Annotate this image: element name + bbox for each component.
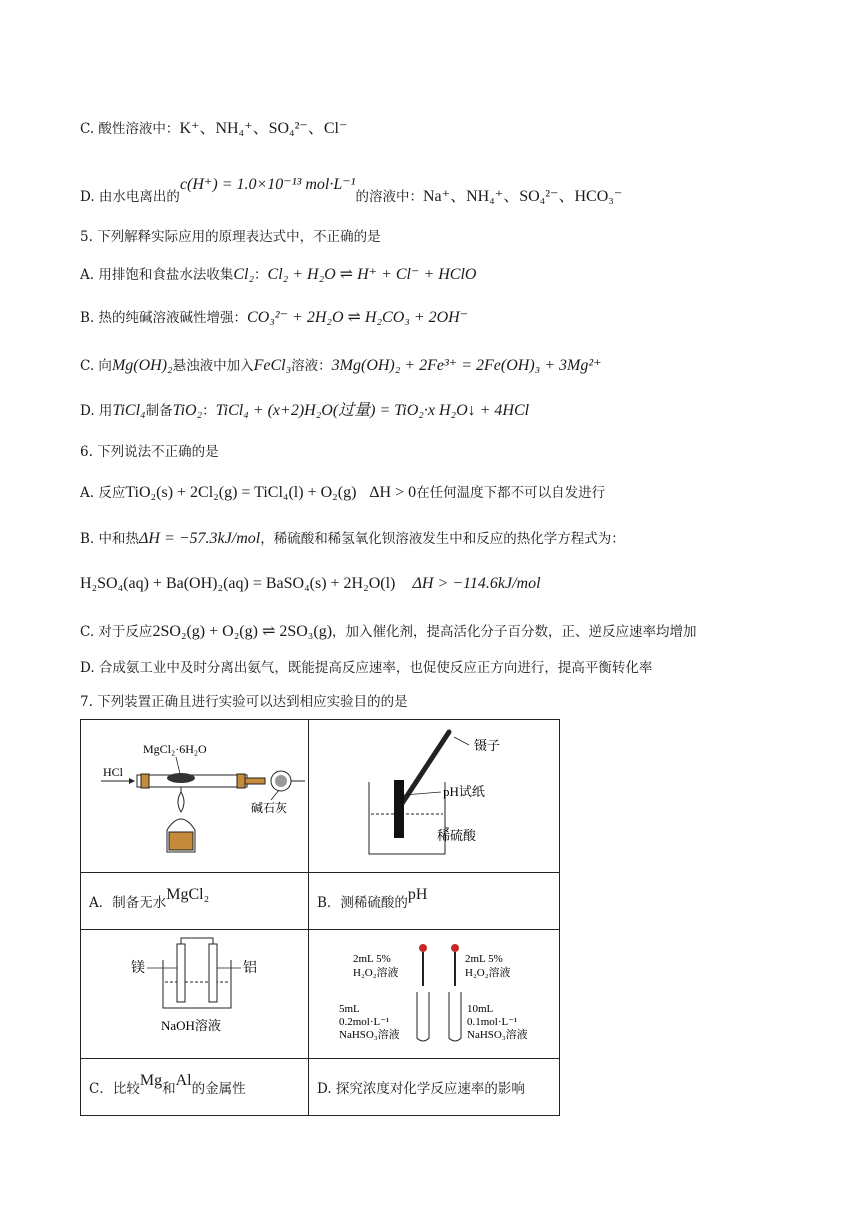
- fig-d-right-volume: 2mL 5%: [465, 953, 503, 965]
- fig-a-lime-leader: [271, 790, 279, 800]
- q5-c-mgoh2: Mg(OH)₂: [111, 357, 173, 374]
- q5-d-equation: TiCl₄ + (x+2)H₂O(过量) = TiO₂·x H₂O↓ + 4HCl: [215, 402, 530, 419]
- q6-option-b: [80, 530, 625, 548]
- fig-d-left-tube-volume: 5mL: [339, 1003, 360, 1015]
- fig-a-stopper-left: [141, 774, 149, 788]
- fig-b-tweezers: [401, 732, 449, 805]
- q6-b-dh: ΔH = −57.3kJ/mol: [139, 530, 261, 547]
- q6-b-equation-dh: ΔH > −114.6kJ/mol: [412, 575, 541, 592]
- fig-a-cell: [81, 720, 309, 873]
- fig-b-cell: [309, 720, 560, 873]
- fig-a-stopper-right: [237, 774, 245, 788]
- fig-c-electrode-apparatus: [81, 930, 308, 1054]
- fig-c-al-electrode: [209, 944, 217, 1002]
- q6-b-tail: ，稀硫酸和稀氢氧化钡溶液发生中和反应的热化学方程式为：: [260, 531, 625, 547]
- fig-c-beaker: [163, 960, 231, 1008]
- fig-c-cell: [81, 930, 309, 1059]
- q5-c-text1: C. 向: [80, 358, 112, 374]
- fig-a-caption: [81, 873, 309, 930]
- fig-d-cell: [309, 930, 560, 1059]
- fig-c-caption-text3: 的金属性: [191, 1080, 246, 1097]
- q6-a-equation: TiO₂(s) + 2Cl₂(g) = TiCl₄(l) + O₂(g): [125, 484, 357, 501]
- fig-a-lime-label: 碱石灰: [251, 801, 288, 815]
- q6-stem: 6. 下列说法不正确的是: [80, 444, 219, 460]
- fig-b-caption: [309, 873, 560, 930]
- fig-b-ph-paper: [394, 780, 404, 838]
- fig-b-tweezers-leader: [454, 737, 469, 745]
- option-c-ions: K⁺、NH₄⁺、SO₄²⁻、Cl⁻: [179, 120, 348, 137]
- fig-c-caption: [81, 1059, 309, 1116]
- q5-a-text: A. 用排饱和食盐水法收集: [80, 267, 234, 283]
- fig-c-caption-al: Al: [175, 1071, 192, 1089]
- q6-b-equation: H₂SO₄(aq) + Ba(OH)₂(aq) = BaSO₄(s) + 2H₂O(l): [80, 575, 396, 592]
- q5-c-fecl3: FeCl₃: [253, 357, 292, 374]
- fig-d-caption: [309, 1059, 560, 1116]
- q5-option-c: [80, 357, 602, 375]
- fig-c-solution-label: NaOH溶液: [161, 1018, 221, 1033]
- option-d-label: D. 由水电离出的: [80, 189, 180, 205]
- option-d-mid: 的溶液中：: [355, 189, 423, 205]
- fig-a-caption-text: A．制备无水: [89, 894, 167, 911]
- fig-d-rate-apparatus: [309, 930, 559, 1054]
- fig-a-salt-sample: [167, 773, 195, 783]
- fig-d-dropper-left-bulb: [419, 944, 427, 952]
- q5-option-a: A. 用排饱和食盐水法收集Cl₂：Cl₂ + H₂O ⇌ H⁺ + Cl⁻ + HClO: [80, 266, 477, 283]
- fig-c-caption-text2: 和: [162, 1080, 176, 1097]
- q5-stem: 5. 下列解释实际应用的原理表达式中，不正确的是: [80, 229, 381, 245]
- fig-d-right-tube-reagent: NaHSO₃溶液: [467, 1029, 528, 1041]
- fig-d-dropper-right-bulb: [451, 944, 459, 952]
- q6-option-c: [80, 623, 697, 641]
- q6-b-equation-line: [80, 575, 541, 593]
- q5-option-d: D. 用TiCl₄制备TiO₂：TiCl₄ + (x+2)H₂O(过量) = TiO₂·x H₂O↓ + 4HCl: [80, 402, 530, 419]
- option-d-ions: Na⁺、NH₄⁺、SO₄²⁻、HCO₃⁻: [422, 188, 623, 205]
- q7-apparatus-table: [80, 719, 560, 1116]
- q6-a-dh: ΔH > 0: [369, 484, 417, 501]
- fig-d-right-tube-conc: 0.1mol·L⁻¹: [467, 1016, 518, 1028]
- q5-a-cl2: Cl₂: [233, 266, 255, 283]
- fig-d-tube-left: [417, 992, 429, 1041]
- q6-option-d: D. 合成氨工业中及时分离出氨气，既能提高反应速率，也促使反应正方向进行，提高平衡转化率: [80, 660, 653, 676]
- fig-d-right-tube-volume: 10mL: [467, 1003, 494, 1015]
- option-d-line: [80, 176, 623, 206]
- q5-b-text: B. 热的纯碱溶液碱性增强：: [80, 310, 248, 326]
- q5-d-tio2: TiO₂: [172, 402, 203, 419]
- q6-c-tail: ，加入催化剂，提高活化分子百分数，正、逆反应速率均增加: [332, 624, 697, 640]
- fig-c-al-label: 铝: [243, 961, 257, 976]
- fig-d-left-tube-conc: 0.2mol·L⁻¹: [339, 1016, 390, 1028]
- fig-a-caption-mgcl2: MgCl₂: [166, 885, 210, 903]
- q5-c-equation: 3Mg(OH)₂ + 2Fe³⁺ = 2Fe(OH)₃ + 3Mg²⁺: [331, 357, 602, 374]
- fig-b-ph-apparatus: [309, 720, 559, 868]
- fig-a-flame: [178, 792, 184, 812]
- fig-b-caption-ph: pH: [407, 885, 428, 903]
- fig-c-mg-label: 镁: [131, 961, 145, 976]
- fig-a-connector: [245, 778, 265, 784]
- fig-a-arrowhead: [129, 778, 135, 784]
- q5-option-b: [80, 309, 468, 327]
- fig-c-mg-electrode: [177, 944, 185, 1002]
- fig-d-left-reagent: H₂O₂溶液: [353, 967, 399, 979]
- fig-d-left-volume: 2mL 5%: [353, 953, 391, 965]
- fig-d-tube-right: [449, 992, 461, 1041]
- fig-d-caption-text: D. 探究浓度对化学反应速率的影响: [317, 1081, 525, 1097]
- option-c-line: [80, 120, 347, 138]
- q6-a-text: A. 反应: [80, 485, 126, 501]
- q5-c-text2: 悬浊液中加入: [172, 358, 254, 374]
- fig-a-salt-label: MgCl₂·6H₂O: [143, 742, 207, 756]
- q5-d-text1: D. 用: [80, 403, 113, 419]
- q5-d-text2: 制备: [145, 403, 173, 419]
- fig-a-hcl-label: HCl: [103, 765, 124, 779]
- option-c-label: C. 酸性溶液中：: [80, 121, 180, 137]
- fig-c-caption-mg: Mg: [139, 1071, 163, 1089]
- fig-c-wire: [181, 938, 213, 944]
- fig-b-paper-label: pH试纸: [443, 784, 485, 799]
- fig-b-acid-label: 稀硫酸: [437, 828, 477, 843]
- q5-a-equation: Cl₂ + H₂O ⇌ H⁺ + Cl⁻ + HClO: [267, 266, 477, 283]
- q6-c-text: C. 对于反应: [80, 624, 153, 640]
- fig-b-caption-text: B．测稀硫酸的: [317, 894, 408, 911]
- q5-b-equation: CO₃²⁻ + 2H₂O ⇌ H₂CO₃ + 2OH⁻: [247, 309, 469, 326]
- q6-b-text: B. 中和热: [80, 531, 140, 547]
- q5-d-ticl4: TiCl₄: [112, 402, 146, 419]
- q5-c-text3: 溶液：: [291, 358, 332, 374]
- fig-c-caption-text1: C．比较: [89, 1080, 140, 1097]
- option-d-formula: c(H⁺) = 1.0×10⁻¹³ mol·L⁻¹: [179, 176, 356, 193]
- fig-a-lime-fill: [275, 775, 287, 787]
- fig-d-left-tube-reagent: NaHSO₃溶液: [339, 1029, 400, 1041]
- fig-a-dehydration-apparatus: [81, 720, 308, 868]
- fig-a-burner-base: [169, 832, 193, 850]
- q6-a-tail: 在任何温度下都不可以自发进行: [416, 485, 606, 501]
- q6-option-a: [80, 484, 605, 502]
- q7-stem: 7. 下列装置正确且进行实验可以达到相应实验目的的是: [80, 694, 408, 710]
- q6-c-equation: 2SO₂(g) + O₂(g) ⇌ 2SO₃(g): [152, 623, 333, 640]
- fig-b-tweezers-label: 镊子: [474, 738, 501, 753]
- fig-d-right-reagent: H₂O₂溶液: [465, 967, 511, 979]
